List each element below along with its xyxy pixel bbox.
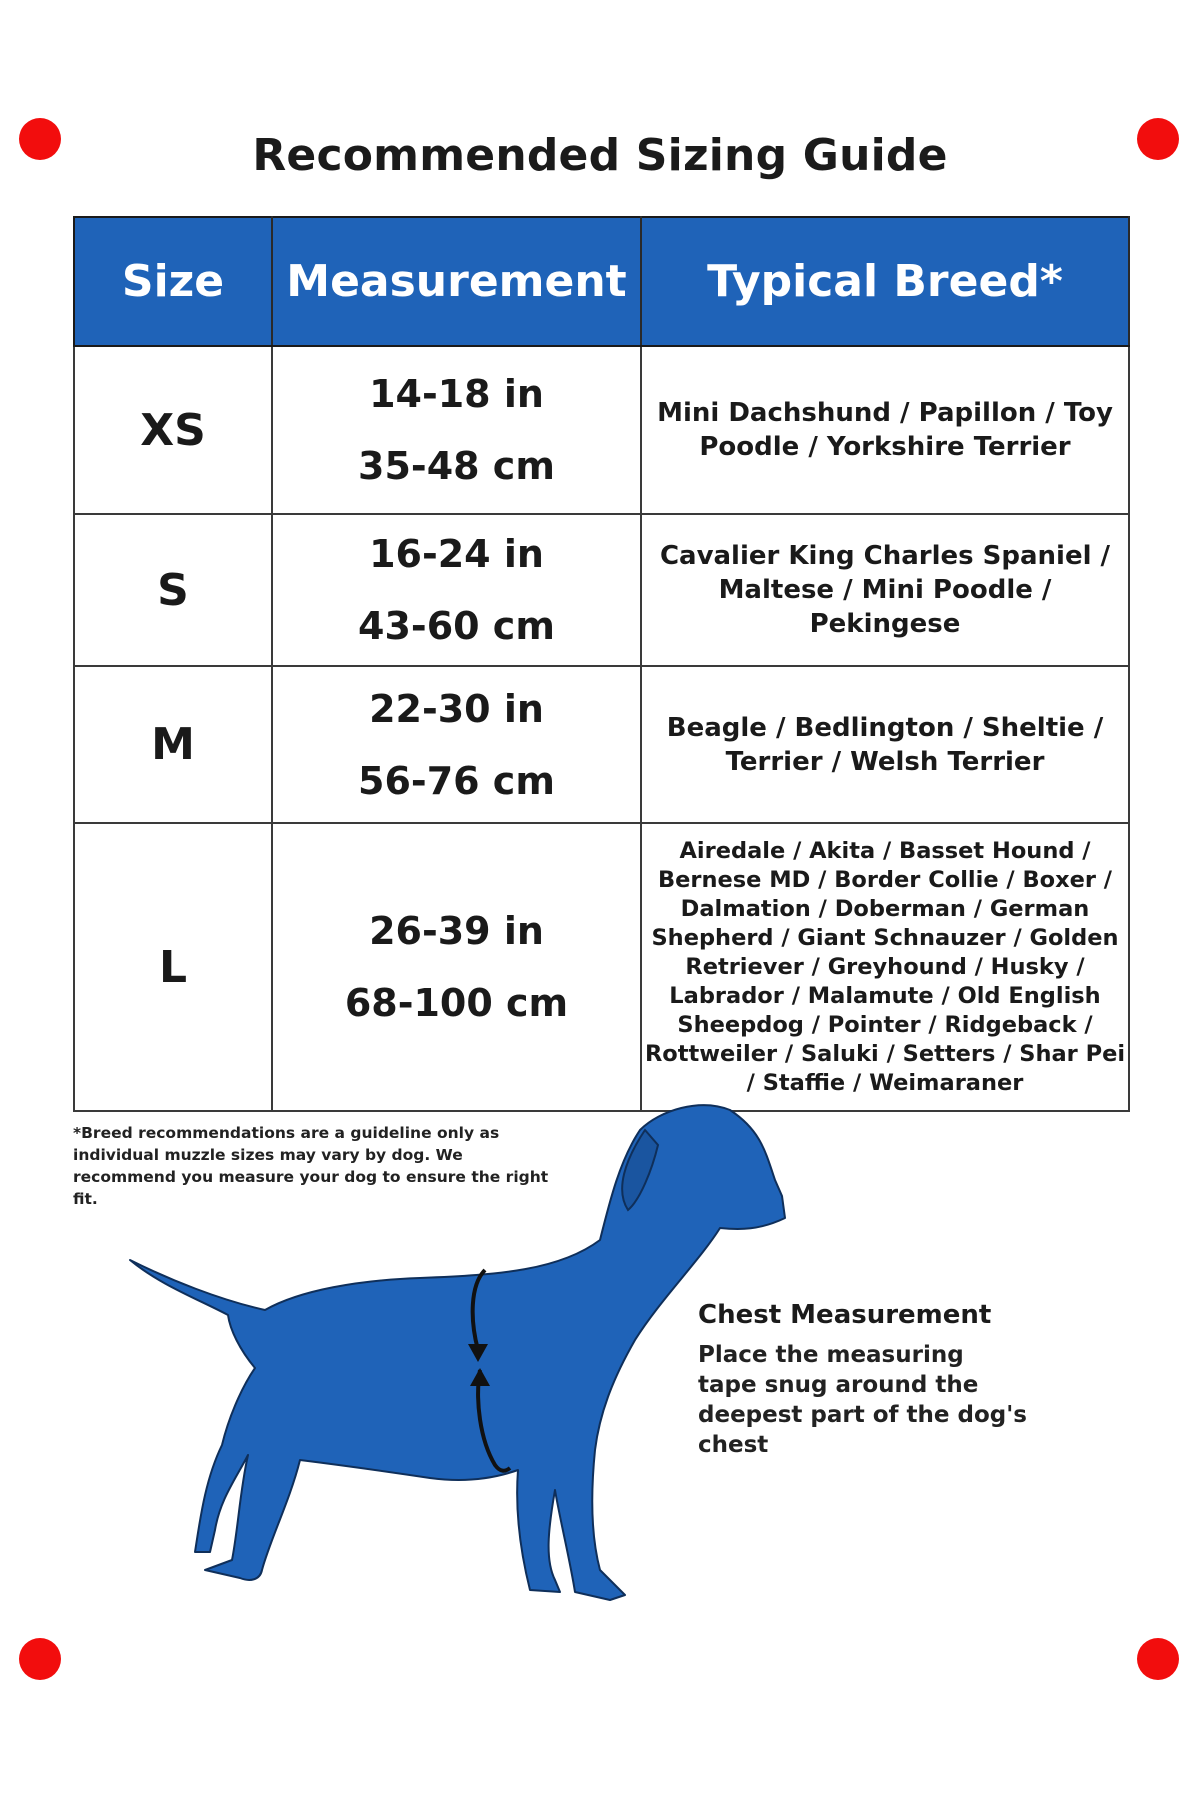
breed-cell: Mini Dachshund / Papillon / Toy Poodle / Yorkshire Terrier [641,346,1129,514]
sizing-table [73,216,1130,1112]
size-cell: S [74,514,272,666]
measurement-cm: 43-60 cm [358,604,555,648]
measurement-cm: 68-100 cm [344,981,569,1025]
measurement-inches: 26-39 in [369,909,544,953]
measurement-cell [272,346,641,514]
table-row [74,823,1129,1111]
table-row [74,514,1129,666]
table-row [74,666,1129,823]
chest-measurement-title: Chest Measurement [698,1300,992,1330]
registration-dot-icon [19,1638,61,1680]
page-title: Recommended Sizing Guide [252,130,948,181]
size-cell: M [74,666,272,823]
measurement-inches: 22-30 in [369,686,544,731]
breed-cell: Cavalier King Charles Spaniel / Maltese / Mini Poodle / Pekingese [641,514,1129,666]
header-size: Size [74,217,272,346]
breed-cell: Airedale / Akita / Basset Hound / Bernese MD / Border Collie / Boxer / Dalmation / Doberman / German Shepherd / Giant Schnauzer / Golden Retriever / Greyhound / Husky / Labrador / Malamute / Old English Sheepdog / Pointer / Ridgeback / Rottweiler / Saluki / Setters / Shar Pei / Staffie / Weimaraner [641,823,1129,1111]
measurement-inches: 16-24 in [369,532,544,576]
breed-cell: Beagle / Bedlington / Sheltie / Terrier / Welsh Terrier [641,666,1129,823]
measurement-cell [272,514,641,666]
chest-measurement-text: Place the measuring tape snug around the deepest part of the dog's chest [698,1342,1027,1458]
size-cell: XS [74,346,272,514]
registration-dot-icon [1137,1638,1179,1680]
measurement-cm: 35-48 cm [358,444,555,488]
header-measurement: Measurement [272,217,641,346]
breed-footnote: *Breed recommendations are a guideline only as individual muzzle sizes may vary by dog. We recommend you measure your dog to ensure the right fit. [73,1124,549,1208]
table-row [74,346,1129,514]
measurement-cm: 56-76 cm [358,758,555,803]
measurement-cell [272,823,641,1111]
header-typical-breed: Typical Breed* [641,217,1129,346]
table-header-row [74,217,1129,346]
size-cell: L [74,823,272,1111]
measurement-cell [272,666,641,823]
measurement-inches: 14-18 in [369,372,544,416]
